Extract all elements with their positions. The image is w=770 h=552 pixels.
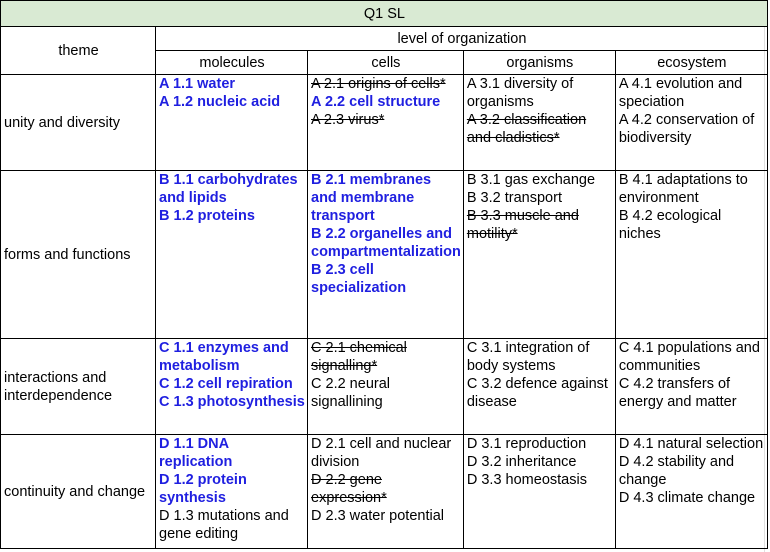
topic-cell-molecules[interactable] [156, 435, 308, 549]
topic-entry: C 1.2 cell repiration [159, 376, 293, 392]
theme-cell[interactable]: unity and diversity [1, 75, 156, 171]
topic-entry: C 3.2 defence against disease [466, 376, 608, 410]
topic-cell-cells[interactable] [308, 75, 464, 171]
topic-entry: A 3.1 diversity of organisms [466, 76, 574, 110]
topic-cell-cells[interactable] [308, 171, 464, 339]
topic-entry: D 3.3 homeostasis [466, 472, 587, 488]
topic-entry: B 1.2 proteins [159, 208, 255, 224]
topic-entry: D 3.2 inheritance [466, 454, 577, 470]
topic-entry: B 1.1 carbohydrates and lipids [159, 172, 298, 206]
topic-entry: A 2.2 cell structure [311, 94, 441, 110]
level-header[interactable]: level of organization [156, 27, 768, 51]
topic-entry: C 1.3 photosynthesis [159, 394, 305, 410]
column-header-ecosystem[interactable]: ecosystem [615, 51, 767, 75]
topic-entry: D 1.3 mutations and gene editing [159, 508, 289, 542]
topic-entry: B 2.1 membranes and membrane transport [311, 172, 432, 224]
topic-cell-molecules[interactable] [156, 339, 308, 435]
topic-entry: C 2.1 chemical signalling* [311, 340, 407, 374]
table-row [1, 339, 768, 435]
topic-entry: A 4.2 conservation of biodiversity [618, 112, 755, 146]
topic-entry: C 2.2 neural signallining [311, 376, 390, 410]
column-header-cells[interactable]: cells [308, 51, 464, 75]
topic-cell-molecules[interactable] [156, 75, 308, 171]
table-row [1, 171, 768, 339]
topic-entry: D 1.1 DNA replication [159, 436, 233, 470]
topic-entry: D 4.2 stability and change [618, 454, 735, 488]
topic-entry: B 3.3 muscle and motility* [466, 208, 579, 242]
column-header-organisms[interactable]: organisms [463, 51, 615, 75]
theme-header[interactable]: theme [1, 27, 156, 75]
topic-entry: B 4.2 ecological niches [618, 208, 722, 242]
topic-entry: C 4.2 transfers of energy and matter [618, 376, 737, 410]
topic-cell-ecosystem[interactable] [615, 75, 767, 171]
column-header-molecules[interactable]: molecules [156, 51, 308, 75]
theme-cell[interactable]: continuity and change [1, 435, 156, 549]
topic-cell-organisms[interactable] [463, 339, 615, 435]
topic-entry: D 4.1 natural selection [618, 436, 764, 452]
topic-entry: C 3.1 integration of body systems [466, 340, 590, 374]
topic-cell-ecosystem[interactable] [615, 435, 767, 549]
topic-entry: A 1.2 nucleic acid [159, 94, 281, 110]
topic-entry: A 4.1 evolution and speciation [618, 76, 743, 110]
topic-entry: B 3.2 transport [466, 190, 562, 206]
topic-entry: D 1.2 protein synthesis [159, 472, 247, 506]
topic-entry: C 1.1 enzymes and metabolism [159, 340, 289, 374]
topic-entry: A 2.1 origins of cells* [311, 76, 446, 92]
topic-entry: D 4.3 climate change [618, 490, 756, 506]
table-row [1, 75, 768, 171]
topic-entry: D 2.1 cell and nuclear division [311, 436, 452, 470]
topic-entry: D 2.2 gene expression* [311, 472, 387, 506]
theme-cell[interactable]: forms and functions [1, 171, 156, 339]
topic-cell-ecosystem[interactable] [615, 171, 767, 339]
topic-entry: A 3.2 classification and cladistics* [466, 112, 587, 146]
topic-entry: B 2.3 cell specialization [311, 262, 407, 296]
topic-entry: B 3.1 gas exchange [466, 172, 596, 188]
topic-entry: D 2.3 water potential [311, 508, 444, 524]
topic-cell-cells[interactable] [308, 339, 464, 435]
theme-cell[interactable]: interactions and interdependence [1, 339, 156, 435]
topic-cell-organisms[interactable] [463, 171, 615, 339]
topic-cell-molecules[interactable] [156, 171, 308, 339]
topic-entry: A 2.3 virus* [311, 112, 385, 128]
topic-cell-organisms[interactable] [463, 75, 615, 171]
topic-cell-ecosystem[interactable] [615, 339, 767, 435]
table-title[interactable]: Q1 SL [1, 1, 768, 27]
table-row [1, 435, 768, 549]
topic-entry: B 2.2 organelles and compartmentalization [311, 226, 461, 260]
topic-cell-cells[interactable] [308, 435, 464, 549]
topic-entry: C 4.1 populations and communities [618, 340, 760, 374]
topic-entry: A 1.1 water [159, 76, 236, 92]
topic-entry: D 3.1 reproduction [466, 436, 587, 452]
topic-cell-organisms[interactable] [463, 435, 615, 549]
topic-entry: B 4.1 adaptations to environment [618, 172, 748, 206]
